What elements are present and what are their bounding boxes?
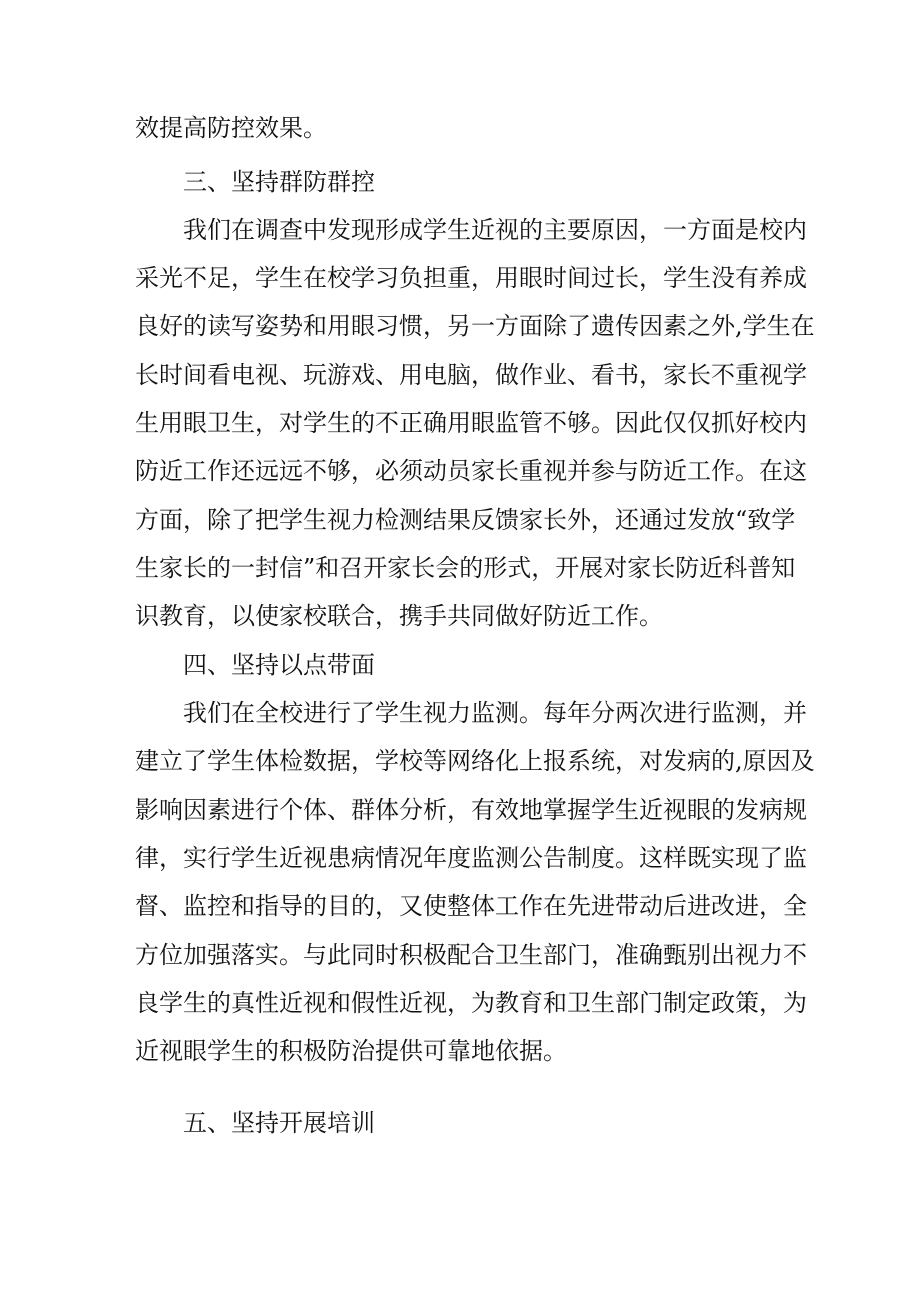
paragraph-line: 律，实行学生近视患病情况年度监测公告制度。这样既实现了监 bbox=[135, 844, 807, 872]
paragraph-line: 督、监控和指导的目的，又使整体工作在先进带动后进改进，全 bbox=[135, 892, 807, 920]
paragraph-line: 识教育，以使家校联合，携手共同做好防近工作。 bbox=[135, 602, 663, 630]
paragraph-line: 采光不足，学生在校学习负担重，用眼时间过长，学生没有养成 bbox=[135, 264, 807, 292]
paragraph-line: 防近工作还远远不够，必须动员家长重视并参与防近工作。在这 bbox=[135, 457, 807, 485]
section-heading: 三、坚持群防群控 bbox=[183, 168, 375, 196]
section-heading: 五、坚持开展培训 bbox=[183, 1109, 375, 1137]
section-heading: 四、坚持以点带面 bbox=[183, 651, 375, 679]
paragraph-line: 生家长的一封信”和召开家长会的形式，开展对家长防近科普知 bbox=[135, 554, 796, 582]
paragraph-line: 良好的读写姿势和用眼习惯，另一方面除了遗传因素之外,学生在 bbox=[135, 312, 815, 340]
paragraph-line: 方面，除了把学生视力检测结果反馈家长外，还通过发放“致学 bbox=[135, 506, 796, 534]
paragraph-line: 近视眼学生的积极防治提供可靠地依据。 bbox=[135, 1037, 567, 1065]
paragraph-line: 我们在调查中发现形成学生近视的主要原因，一方面是校内 bbox=[183, 216, 807, 244]
paragraph-line: 效提高防控效果。 bbox=[135, 114, 327, 142]
paragraph-line: 良学生的真性近视和假性近视，为教育和卫生部门制定政策，为 bbox=[135, 989, 807, 1017]
paragraph-line: 方位加强落实。与此同时积极配合卫生部门，准确甄别出视力不 bbox=[135, 941, 807, 969]
paragraph-line: 建立了学生体检数据，学校等网络化上报系统，对发病的,原因及 bbox=[135, 747, 815, 775]
paragraph-line: 生用眼卫生，对学生的不正确用眼监管不够。因此仅仅抓好校内 bbox=[135, 409, 807, 437]
paragraph-line: 影响因素进行个体、群体分析，有效地掌握学生近视眼的发病规 bbox=[135, 796, 807, 824]
paragraph-line: 我们在全校进行了学生视力监测。每年分两次进行监测，并 bbox=[183, 699, 807, 727]
paragraph-line: 长时间看电视、玩游戏、用电脑，做作业、看书，家长不重视学 bbox=[135, 361, 807, 389]
